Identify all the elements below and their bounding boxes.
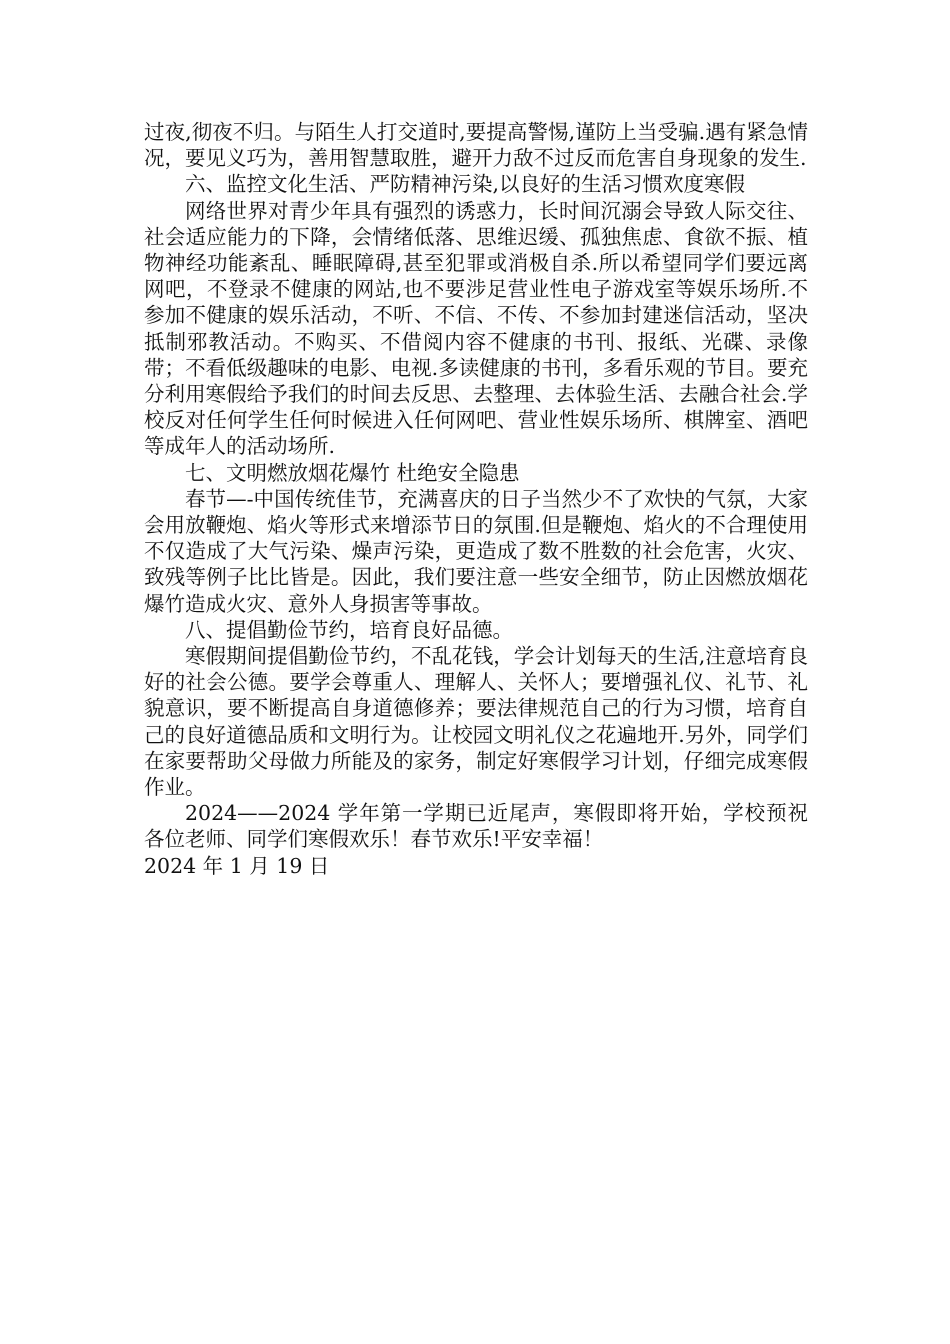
paragraph: 寒假期间提倡勤俭节约，不乱花钱，学会计划每天的生活,注意培育良好的社会公德。要学会尊重人、理解人、关怀人；要增强礼仪、礼节、礼貌意识，要不断提高自身道德修养；要法律规范自己的行为习惯，培育自己的良好道德品质和文明行为。让校园文明礼仪之花遍地开.另外，同学们在家要帮助父母做力所能及的家务，制定好寒假学习计划，仔细完成寒假作业。 xyxy=(144,644,808,800)
section-heading-7: 七、文明燃放烟花爆竹 杜绝安全隐患 xyxy=(185,460,520,485)
paragraph: 网络世界对青少年具有强烈的诱惑力，长时间沉溺会导致人际交往、社会适应能力的下降，会情绪低落、思维迟缓、孤独焦虑、食欲不振、植物神经功能紊乱、睡眠障碍,甚至犯罪或消极自杀.所以希望同学们要远离网吧，不登录不健康的网站,也不要涉足营业性电子游戏室等娱乐场所.不参加不健康的娱乐活动，不听、不信、不传、不参加封建迷信活动，坚决抵制邪教活动。不购买、不借阅内容不健康的书刊、报纸、光碟、录像带；不看低级趣味的电影、电视.多读健康的书刊，多看乐观的节目。要充分利用寒假给予我们的时间去反思、去整理、去体验生活、去融合社会.学校反对任何学生任何时候进入任何网吧、营业性娱乐场所、棋牌室、酒吧等成年人的活动场所. xyxy=(144,198,808,459)
document-body xyxy=(144,119,808,879)
document-date: 2024 年 1 月 19 日 xyxy=(144,853,330,878)
section-heading-6: 六、监控文化生活、严防精神污染,以良好的生活习惯欢度寒假 xyxy=(185,172,746,197)
section-heading-8: 八、提倡勤俭节约，培育良好品德。 xyxy=(185,617,513,642)
paragraph: 春节—-中国传统佳节，充满喜庆的日子当然少不了欢快的气氛，大家会用放鞭炮、焰火等形式来增添节日的氛围.但是鞭炮、焰火的不合理使用不仅造成了大气污染、燥声污染，更造成了数不胜数的社会危害，火灾、致残等例子比比皆是。因此，我们要注意一些安全细节，防止因燃放烟花爆竹造成火灾、意外人身损害等事故。 xyxy=(144,486,808,616)
paragraph: 过夜,彻夜不归。与陌生人打交道时,要提高警惕,谨防上当受骗.遇有紧急情况，要见义巧为，善用智慧取胜，避开力敌不过反而危害自身现象的发生. xyxy=(144,120,808,171)
closing-paragraph: 2024——2024 学年第一学期已近尾声，寒假即将开始，学校预祝各位老师、同学们寒假欢乐！春节欢乐!平安幸福！ xyxy=(144,801,808,852)
